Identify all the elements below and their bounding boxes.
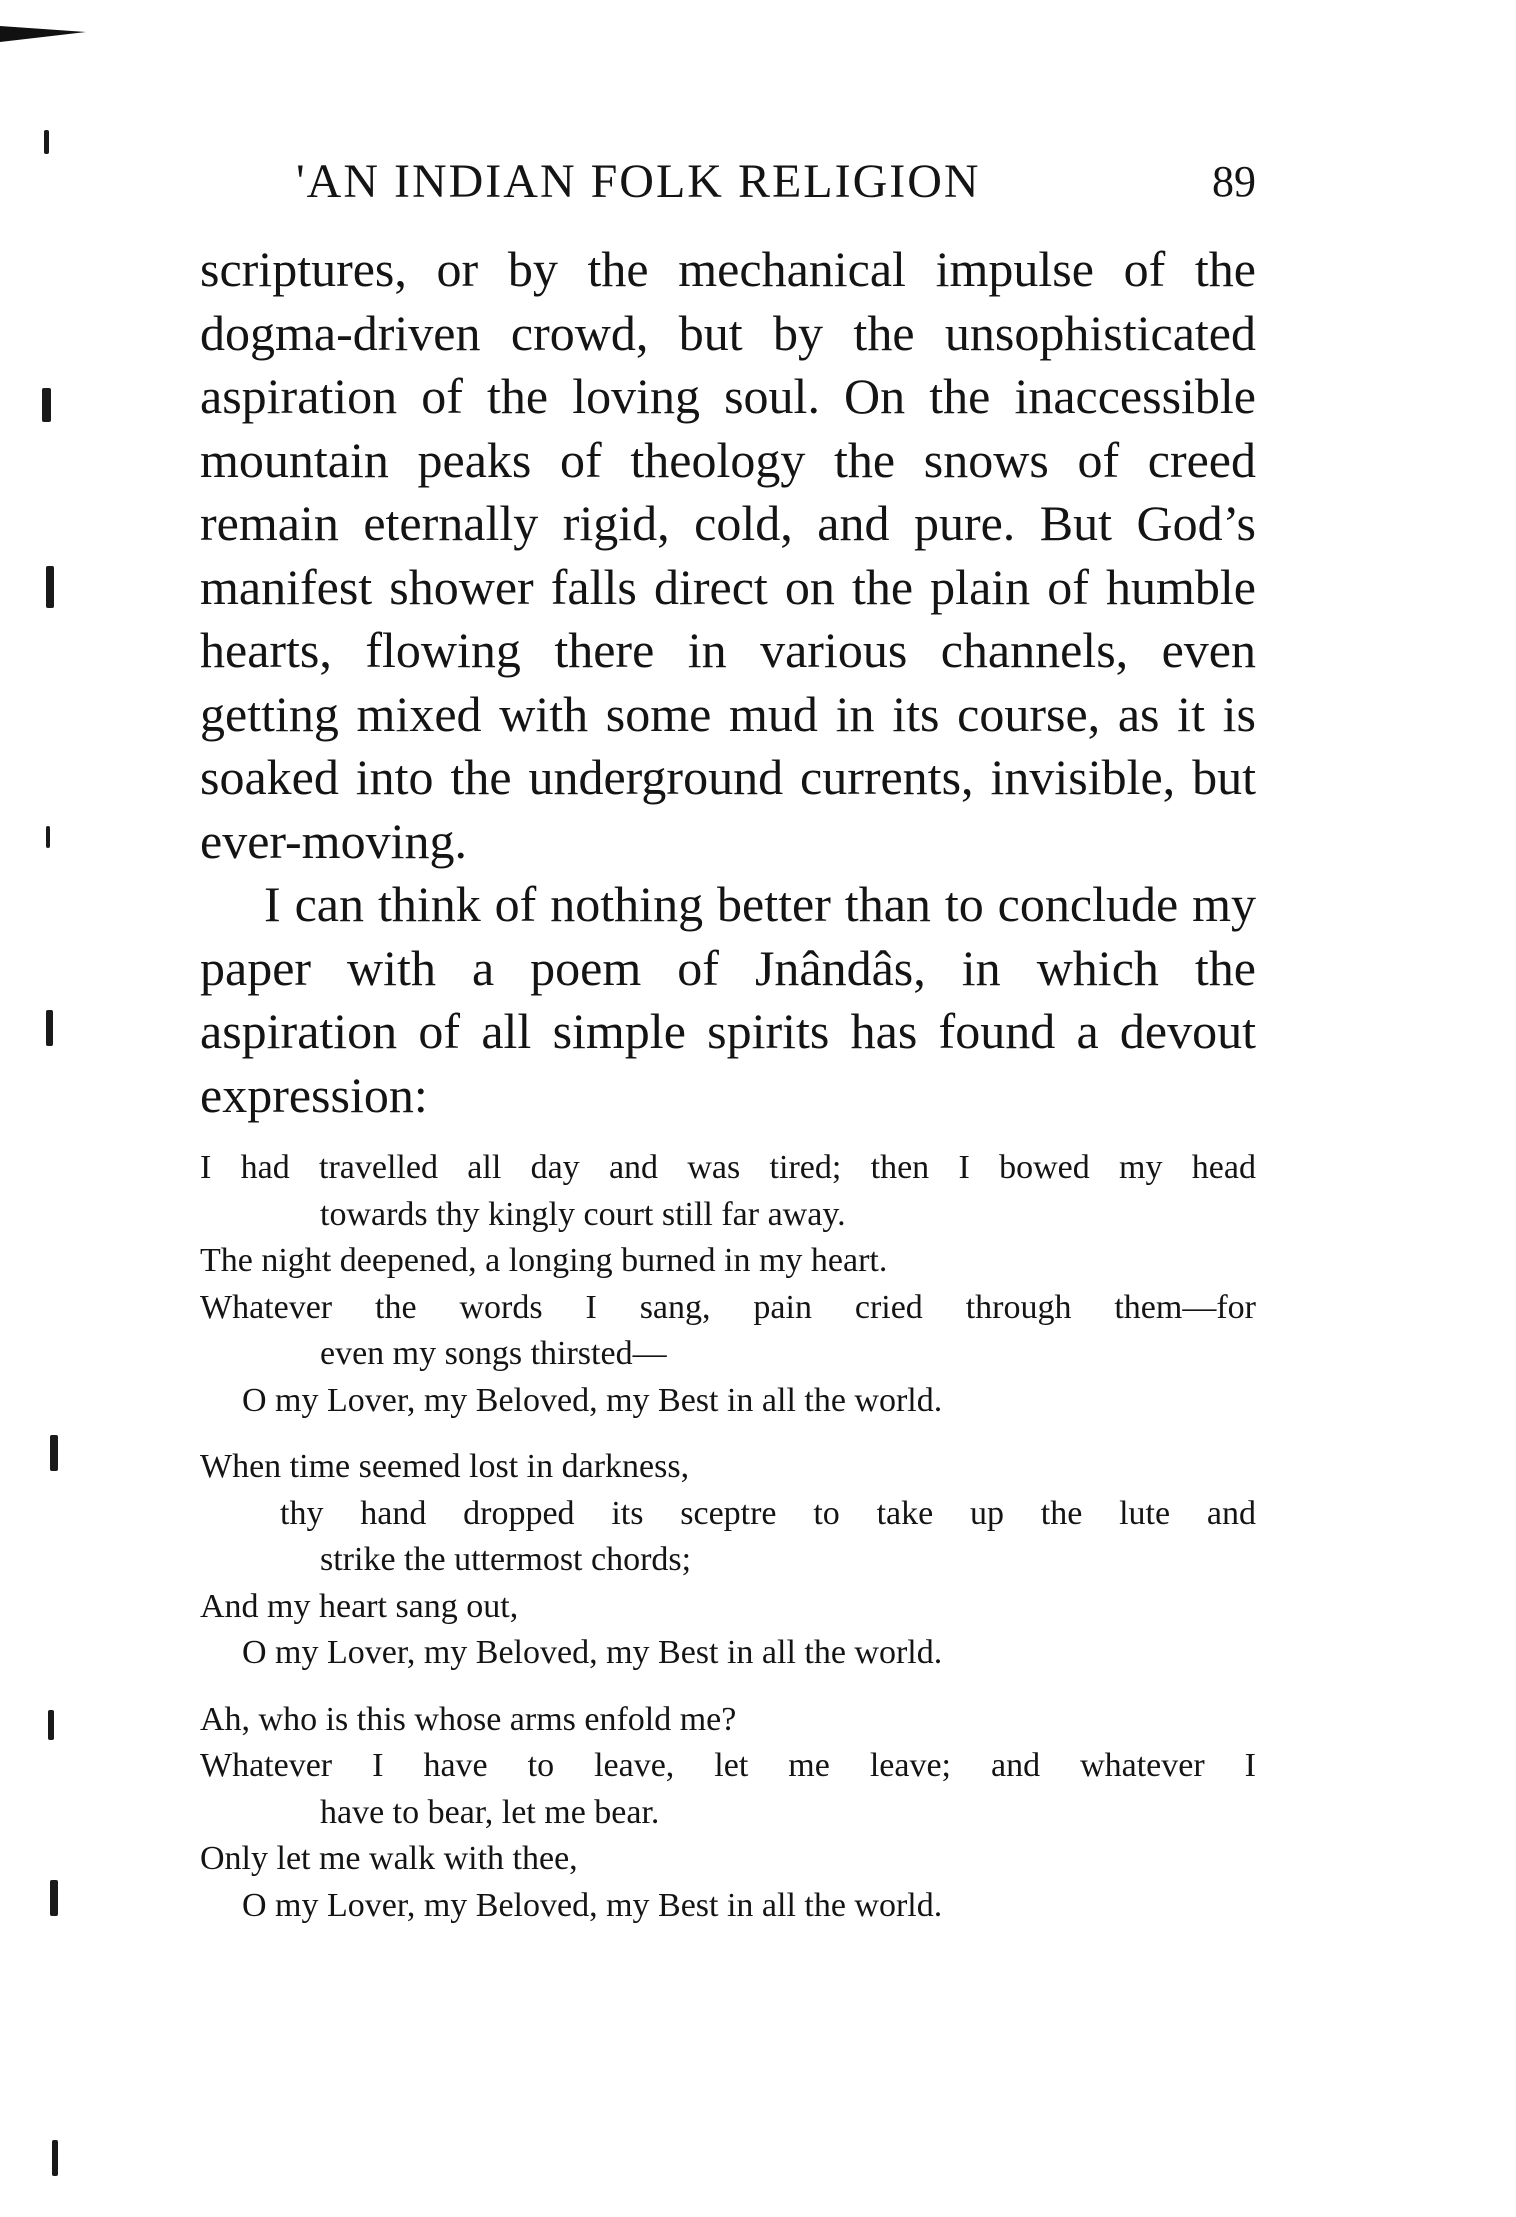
poem-line: The night deepened, a longing burned in my heart.: [200, 1242, 888, 1279]
paragraph: scriptures, or by the mechanical impulse of the dogma-driven crowd, but by the unsophisticated aspiration of the loving soul. On the inaccessible mountain peaks of theology the snows of creed remain eternally rigid, cold, and pure. But God’s manifest shower falls direct on the plain of humble hearts, flowing there in various channels, even getting mixed with some mud in its course, as it is soaked into the underground currents, invisible, but ever-moving.: [200, 241, 1256, 869]
margin-speck: [46, 1010, 53, 1046]
margin-speck: [46, 566, 54, 608]
poem-refrain: O my Lover, my Beloved, my Best in all the world.: [242, 1886, 943, 1924]
poem-refrain: O my Lover, my Beloved, my Best in all the world.: [242, 1381, 943, 1419]
poem-line: And my heart sang out,: [200, 1587, 519, 1625]
page-number: 89: [1212, 157, 1256, 206]
poem-stanza: [200, 1145, 1256, 1424]
margin-arrow-mark: [0, 26, 86, 42]
poem-line: I had travelled all day and was tired; then I bowed my head: [200, 1149, 1256, 1186]
margin-speck: [48, 1710, 54, 1740]
body-text: [200, 238, 1256, 1127]
poem-line: Whatever I have to leave, let me leave; and whatever I: [200, 1747, 1256, 1784]
poem-line-continuation: strike the uttermost chords;: [320, 1541, 692, 1578]
poem-line-continuation: towards thy kingly court still far away.: [320, 1195, 846, 1233]
margin-speck: [52, 2140, 58, 2176]
poem-line-continuation: even my songs thirsted—: [320, 1335, 667, 1372]
poem-line: When time seemed lost in darkness,: [200, 1448, 690, 1485]
poem-line: Only let me walk with thee,: [200, 1840, 578, 1877]
paragraph: I can think of nothing better than to conclude my paper with a poem of Jnândâs, in which the aspiration of all simple spirits has found a devout expression:: [200, 876, 1256, 1123]
margin-speck: [42, 388, 51, 422]
poem-line: Ah, who is this whose arms enfold me?: [200, 1700, 737, 1738]
running-title: 'AN INDIAN FOLK RELIGION: [296, 155, 981, 208]
poem-refrain: O my Lover, my Beloved, my Best in all the world.: [242, 1634, 943, 1671]
poem-line: Whatever the words I sang, pain cried through them—for: [200, 1288, 1256, 1326]
margin-speck: [44, 130, 49, 154]
running-head: [296, 154, 1256, 214]
margin-speck: [50, 1880, 58, 1916]
poem-stanza: [200, 1697, 1256, 1930]
poem: [200, 1145, 1256, 1949]
margin-speck: [50, 1435, 58, 1471]
poem-line-continuation: have to bear, let me bear.: [320, 1793, 660, 1831]
poem-stanza: [200, 1444, 1256, 1677]
margin-speck: [46, 826, 50, 848]
poem-line: thy hand dropped its sceptre to take up the lute and: [280, 1494, 1256, 1532]
